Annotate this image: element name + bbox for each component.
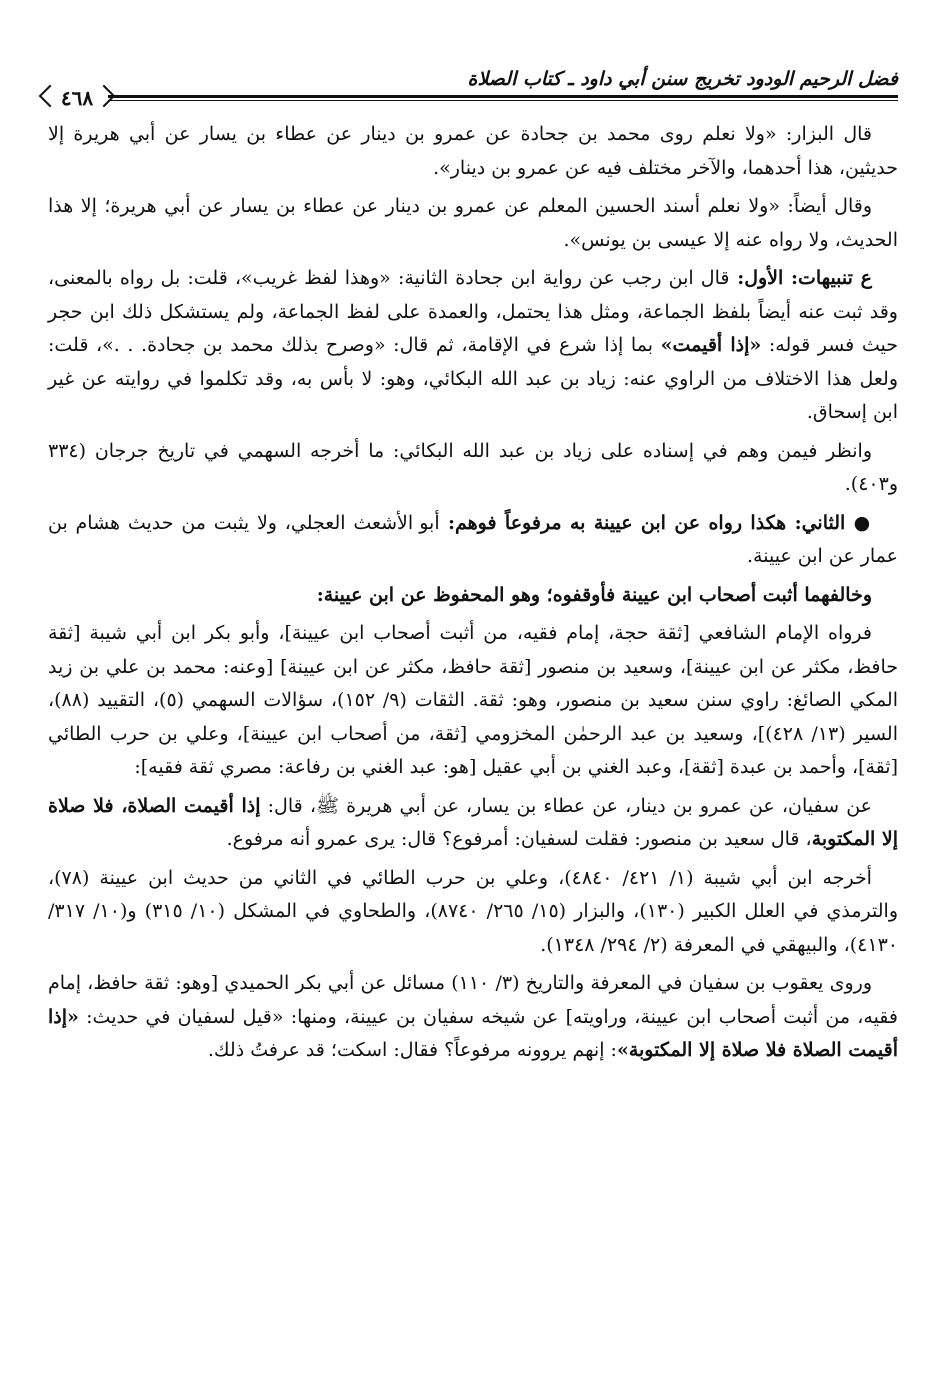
text-segment: أخرجه ابن أبي شيبة (١/ ٤٢١/ ٤٨٤٠)، وعلي بن حرب الطائي في الثاني من حديث ابن عيينة (٧٨)، والترمذي في العلل الكبير (١٣٠)، والبزار (١٥/ ٢٦٥/ ٨٧٤٠)، والطحاوي في المشكل (١٠/ ٣١٥) و(١٠/ ٣١٧/ ٤١٣٠)، والبيهقي في المعرفة (٢/ ٢٩٤/ ١٣٤٨). <box>48 866 899 956</box>
text-segment: بما إذا شرع في الإقامة، ثم قال: «وصرح بذلك محمد بن جحادة. . .»، قلت: ولعل هذا الاختلاف من الراوي عنه: زياد بن عبد الله البكائي، وهو: لا بأس به، وقد تكلموا في روايته عن غير ابن إسحاق. <box>48 334 898 423</box>
paragraph-p7 <box>48 617 898 785</box>
paragraph-p10 <box>48 967 898 1068</box>
page-number-text: ٤٦٨ <box>60 86 94 110</box>
text-segment: «إذا أقيمت» <box>660 334 762 356</box>
text-segment: قال ابن رجب عن رواية ابن جحادة الثانية: «وهذا لفظ غريب»، قلت: بل رواه بالمعنى، وقد ثبت عنه أيضاً بلفظ الجماعة، ومثل هذا يحتمل، والعمدة على لفظ الجماعة، ولم يستشكل ذلك ابن حجر حيث فسر قوله: <box>48 267 898 356</box>
text-segment: قال البزار: «ولا نعلم روى محمد بن جحادة عن عمرو بن دينار عن عطاء بن يسار عن أبي هريرة إلا حديثين، هذا أحدهما، والآخر مختلف فيه عن عمرو بن دينار». <box>48 123 898 179</box>
text-segment: إذا أقيمت الصلاة، فلا صلاة إلا المكتوبة <box>48 794 898 850</box>
paragraph-p1 <box>48 118 898 185</box>
body-text <box>48 118 898 1068</box>
header-rule-thin <box>98 100 898 101</box>
text-segment: : إنهم يروونه مرفوعاً؟ فقال: اسكت؛ قد عرفتُ ذلك. <box>207 1039 617 1061</box>
paragraph-p3 <box>48 262 898 430</box>
page-header <box>48 62 898 118</box>
header-rule <box>98 95 898 98</box>
text-segment: الأول: <box>729 267 784 289</box>
text-segment: وخالفهما أثبت أصحاب ابن عيينة فأوقفوه؛ وهو المحفوظ عن ابن عيينة: <box>316 583 872 606</box>
paragraph-p2 <box>48 190 898 257</box>
text-segment: فرواه الإمام الشافعي [ثقة حجة، إمام فقيه، من أثبت أصحاب ابن عيينة]، وأبو بكر ابن أبي شيبة [ثقة حافظ، مكثر عن ابن عيينة]، وسعيد بن منصور [ثقة حافظ، مكثر عن ابن عيينة] [وعنه: محمد بن علي بن زيد المكي الصائغ: راوي سنن سعيد بن منصور، وهو: ثقة. الثقات (٩/ ١٥٢)، سؤالات السهمي (٥)، التقييد (٨٨)، السير (١٣/ ٤٢٨)]، وسعيد بن عبد الرحمٰن المخزومي [ثقة، من أصحاب ابن عيينة]، وعلي بن حرب الطائي [ثقة]، وأحمد بن عبدة [ثقة]، وعبد الغني بن أبي عقيل [هو: عبد الغني بن رفاعة: مصري ثقة فقيه]: <box>48 622 898 778</box>
page-number <box>46 84 108 112</box>
text-segment: ، قال سعيد بن منصور: فقلت لسفيان: أمرفوع؟ قال: يرى عمرو أنه مرفوع. <box>226 828 812 850</box>
text-segment: «إذا أقيمت الصلاة فلا صلاة إلا المكتوبة» <box>48 1005 898 1061</box>
text-segment: ع تنبيهات: <box>783 267 872 289</box>
text-segment: وروى يعقوب بن سفيان في المعرفة والتاريخ (٣/ ١١٠) مسائل عن أبي بكر الحميدي [وهو: ثقة حافظ، إمام فقيه، من أثبت أصحاب ابن عيينة، وراويته] عن شيخه سفيان بن عيينة، ومنها: «قيل لسفيان في حديث: <box>48 972 898 1028</box>
running-title: فضل الرحيم الودود تخريج سنن أبي داود ـ كتاب الصلاة <box>467 68 898 90</box>
paragraph-p6 <box>48 579 898 613</box>
paragraph-p9 <box>48 862 898 963</box>
text-segment: ● الثاني: هكذا رواه عن ابن عيينة به مرفوعاً فوهم: <box>439 511 872 534</box>
paragraph-p4 <box>48 435 898 502</box>
paragraph-p8 <box>48 790 898 857</box>
text-segment: وقال أيضاً: «ولا نعلم أسند الحسين المعلم عن عمرو بن دينار عن عطاء بن يسار عن أبي هريرة؛ إلا هذا الحديث، ولا رواه عنه إلا عيسى بن يونس». <box>48 195 898 251</box>
book-page <box>48 62 898 1362</box>
paragraph-p5 <box>48 507 898 574</box>
text-segment: أبو الأشعث العجلي، ولا يثبت من حديث هشام بن عمار عن ابن عيينة. <box>48 511 898 567</box>
text-segment: عن سفيان، عن عمرو بن دينار، عن عطاء بن يسار، عن أبي هريرة ﷺ، قال: <box>260 794 872 817</box>
text-segment: وانظر فيمن وهم في إسناده على زياد بن عبد الله البكائي: ما أخرجه السهمي في تاريخ جرجان (٣٣٤ و٤٠٣). <box>48 439 898 495</box>
